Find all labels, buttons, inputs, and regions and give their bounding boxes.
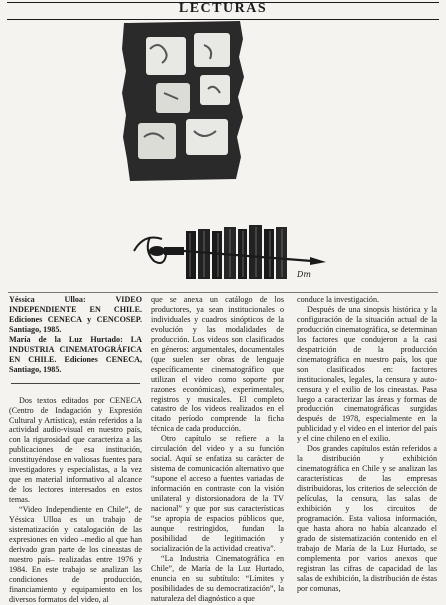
body-paragraph: Después de una sinopsis histórica y la configuración de la situación actual de la producción cinematográfica, se determinan los factores que condujeron a la casi despatrición de la producción cinematográfica en nuestro país, los que son clasificados en: factores institucionales, legales, la censura y auto-censura y el exilio de los cineastas. Pasa luego a caracterizar las áreas y formas de producción cinematográficas surgidas después de 1978, especialmente en la publicidad y el video en el interior del país y el cine chileno en el exilio. [297,304,437,444]
column-3 [297,295,437,594]
books-sword-illustration [120,19,340,291]
body-paragraph: que se anexa un catálogo de los productores, ya sean institucionales o individuales y cuadros sinópticos de la evolución y las modalidades de producción. Los videos son clasificados en géneros: argumentales, documentales (que suelen ser obras de lenguaje específicamente cinematográfico que utilizan el video como soporte por razones económicas), experimentales, registros y musicales. El completo catastro de los videos realizados en el citado período comprende la ficha técnica de cada producción. [151,295,284,434]
column-1 [9,295,142,605]
references-separator [11,383,140,384]
body-paragraph: Dos textos editados por CENECA (Centro de Indagación y Expresión Cultural y Artística), están referidos a la actividad audio-visual en nuestro país, con la rigurosidad que caracteriza a las publicaciones de esa institución, constituyéndose en valiosas fuentes para investigadores y especialistas, a la vez que en material informativo al alcance de los lectores interesados en estos temas. [9,395,142,505]
body-paragraph: Dos grandes capítulos están referidos a la distribución y exhibición cinematográfica en Chile y se analizan las características de las empresas distribuidoras, los criterios de selección de películas, la censura, las salas de exhibición y los circuitos de programación. Esta valiosa información, que hasta ahora no había alcanzado el grado de sistematización contenido en el trabajo de María de la Luz Hurtado, se complementa por varios anexos que registran las cifras de capacidad de las salas de exhibición, la distribución de éstas por comunas, [297,444,437,593]
column-2 [151,295,284,604]
body-paragraph: “Video Independiente en Chile”, de Yéssica Ulloa es un trabajo de sistematización y catalogación de las expresiones en video –medio al que han derivado gran parte de los cineastas de nuestro país– realizadas entre 1976 y 1984. En este trabajo se analizan las condiciones de producción, financiamiento y equipamiento en los diversos formatos del video, al [9,505,142,604]
body-paragraph: Otro capítulo se refiere a la circulación del video y a su función social. Aquí se enfatiza su carácter de sistema de comunicación alternativo que “supone el acceso a fuentes variadas de información en contraste con la visión unilateral y distorsionadora de la TV nacional” y que por sus características “se apropia de espacios públicos que, aunque restringidos, fundan la posibilidad de legitimación y socialización de la actividad creativa”. [151,434,284,553]
body-paragraph: “La Industria Cinematográfica en Chile”, de María de la Luz Hurtado, enuncia en su subtítulo: “Límites y posibilidades de su democratización”, la naturaleza del diagnóstico a que [151,553,284,603]
illustration-divider [8,292,438,293]
torn-paper-image [122,21,244,181]
body-paragraph: conduce la investigación. [297,295,380,304]
section-title: LECTURAS [178,1,268,16]
reference-2: María de la Luz Hurtado: LA INDUSTRIA CINEMATOGRÁFICA EN CHILE. Ediciones CENECA, Santiago, 1985. [9,334,142,374]
illustrator-signature: Dm [297,270,311,279]
reference-1: Yéssica Ulloa: VIDEO INDEPENDIENTE EN CHILE. Ediciones CENECA y CENCOSEP. Santiago, 1985. [9,295,142,334]
